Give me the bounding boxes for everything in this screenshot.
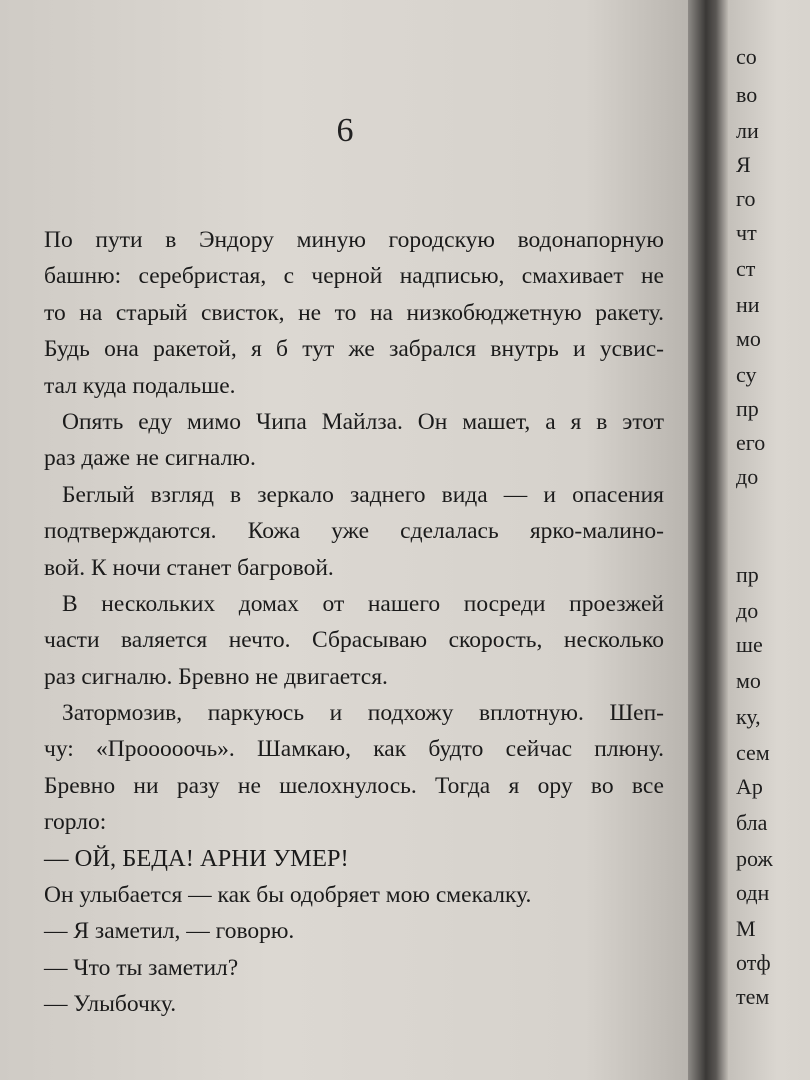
right-page-fragment: до xyxy=(736,464,759,489)
text-line: башню: серебристая, с черной надписью, смахивает не xyxy=(44,263,664,290)
chapter-number: 6 xyxy=(336,112,354,149)
right-page-fragment: пр xyxy=(736,562,759,587)
text-line: раз даже не сигналю. xyxy=(44,445,256,472)
text-line: В нескольких домах от нашего посреди проезжей xyxy=(62,590,664,617)
dialog-line: — ОЙ, БЕДА! АРНИ УМЕР! xyxy=(44,844,349,872)
right-page-fragment: бла xyxy=(736,810,768,835)
right-page xyxy=(728,0,810,1080)
text-line: Бревно ни разу не шелохнулось. Тогда я ору во все xyxy=(44,772,664,799)
right-page-fragment: со xyxy=(736,44,757,69)
right-page-fragment: рож xyxy=(736,846,773,871)
right-page-fragment: мо xyxy=(736,668,761,693)
chapter-text xyxy=(44,222,664,1023)
dialog-line: — Что ты заметил? xyxy=(44,954,239,981)
right-page-fragment: су xyxy=(736,362,757,387)
right-page-fragment: его xyxy=(736,430,766,455)
right-page-fragment: чт xyxy=(736,220,757,245)
right-page-fragment: М xyxy=(736,916,756,941)
text-line: раз сигналю. Бревно не двигается. xyxy=(44,663,388,690)
text-line: Затормозив, паркуюсь и подхожу вплотную. Шеп- xyxy=(62,700,664,727)
right-page-fragment: пр xyxy=(736,396,759,421)
right-page-fragment: отф xyxy=(736,950,771,975)
text-line: тал куда подальше. xyxy=(44,372,236,399)
dialog-line: — Улыбочку. xyxy=(44,991,177,1018)
right-page-fragment: тем xyxy=(736,984,770,1009)
text-line: чу: «Прооооочь». Шамкаю, как будто сейчас плюну. xyxy=(44,736,664,763)
dialog-line: — Я заметил, — говорю. xyxy=(44,918,295,945)
right-page-fragment: ли xyxy=(736,118,759,143)
right-page-fragment: ст xyxy=(736,256,756,281)
right-page-fragment: го xyxy=(736,186,756,211)
text-line: Он улыбается — как бы одобряет мою смекалку. xyxy=(44,882,532,909)
right-page-fragment: ку, xyxy=(736,704,761,729)
right-page-fragment: мо xyxy=(736,326,761,351)
text-line: По пути в Эндору миную городскую водонапорную xyxy=(44,227,664,253)
right-page-fragment: ше xyxy=(736,632,763,657)
text-line: то на старый свисток, не то на низкобюджетную ракету. xyxy=(44,299,664,326)
text-line: вой. К ночи станет багровой. xyxy=(44,554,334,581)
text-line: подтверждаются. Кожа уже сделалась ярко-малино- xyxy=(44,518,664,545)
text-line: Будь она ракетой, я б тут же забрался внутрь и усвис- xyxy=(44,336,664,363)
right-page-fragment: одн xyxy=(736,880,770,905)
text-line: Беглый взгляд в зеркало заднего вида — и опасения xyxy=(62,481,664,508)
text-line: горло: xyxy=(44,809,107,836)
text-line: части валяется нечто. Сбрасываю скорость, несколько xyxy=(44,627,664,654)
right-page-fragment: ни xyxy=(736,292,760,317)
book-gutter xyxy=(688,0,728,1080)
right-page-fragment: Ар xyxy=(736,774,763,799)
right-page-fragment: сем xyxy=(736,740,770,765)
right-page-fragment: Я xyxy=(736,152,751,177)
text-line: Опять еду мимо Чипа Майлза. Он машет, а я в этот xyxy=(62,408,664,435)
right-page-fragment: до xyxy=(736,598,759,623)
right-page-fragment: во xyxy=(736,82,758,107)
